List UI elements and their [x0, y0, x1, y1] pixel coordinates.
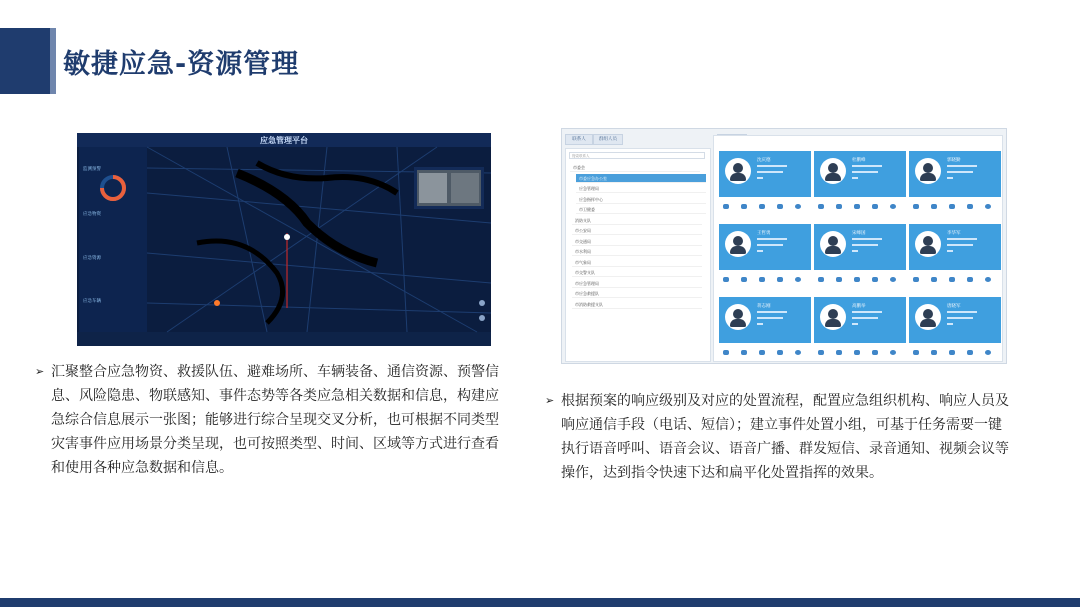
right-description [545, 389, 1031, 485]
avatar-icon [915, 231, 941, 257]
contacts-screenshot [561, 128, 1007, 364]
avatar-icon [725, 158, 751, 184]
contact-detail-line [852, 165, 882, 167]
message-icon[interactable] [723, 277, 729, 282]
phone-icon[interactable] [931, 204, 937, 209]
contact-detail-line [947, 244, 973, 246]
contact-card[interactable] [814, 151, 906, 217]
phone-icon[interactable] [931, 277, 937, 282]
phone-icon[interactable] [741, 277, 747, 282]
contact-detail-line [757, 323, 763, 325]
avatar-icon [725, 304, 751, 330]
contact-name: 宋峰国 [852, 231, 866, 236]
bullet-arrow-icon: ➢ [545, 394, 555, 407]
video-icon[interactable] [949, 204, 955, 209]
phone-icon[interactable] [836, 277, 842, 282]
tree-item[interactable]: 市委应急办公室 [576, 174, 706, 183]
video-icon[interactable] [759, 277, 765, 282]
contact-detail-line [852, 250, 858, 252]
panel-label-1: 应急物资 [83, 212, 101, 217]
tree-item[interactable]: 市水利局 [572, 247, 702, 256]
contact-detail-line [947, 238, 977, 240]
contact-detail-line [947, 250, 953, 252]
contact-name: 高鹏举 [852, 304, 866, 309]
card-header [909, 151, 1001, 197]
card-actions [814, 274, 906, 286]
contact-detail-line [947, 311, 977, 313]
message-icon[interactable] [913, 204, 919, 209]
message-icon[interactable] [818, 204, 824, 209]
more-icon[interactable] [890, 350, 896, 355]
left-line-0: 汇聚整合应急物资、救援队伍、避难场所、车辆装备、通信资源、预警信 [51, 364, 499, 380]
platform-screenshot [77, 133, 491, 346]
contact-detail-line [947, 165, 977, 167]
tab-contacts[interactable]: 联系人 [565, 134, 593, 145]
more-icon[interactable] [985, 204, 991, 209]
chat-icon[interactable] [872, 277, 878, 282]
card-header [909, 297, 1001, 343]
avatar-icon [820, 304, 846, 330]
contact-detail-line [757, 177, 763, 179]
contact-detail-line [757, 238, 787, 240]
contact-detail-line [757, 317, 783, 319]
card-header [909, 224, 1001, 270]
card-actions [909, 201, 1001, 213]
contact-detail-line [757, 311, 787, 313]
phone-icon[interactable] [741, 350, 747, 355]
title-accent [50, 28, 56, 94]
phone-icon[interactable] [931, 350, 937, 355]
contact-detail-line [852, 244, 878, 246]
bottom-bar [0, 598, 1080, 607]
more-icon[interactable] [890, 204, 896, 209]
org-tree [565, 148, 711, 362]
contact-name: 蒋志刚 [757, 304, 771, 309]
card-header [719, 151, 811, 197]
contact-detail-line [757, 244, 783, 246]
video-icon[interactable] [759, 204, 765, 209]
contact-name: 李华军 [947, 231, 961, 236]
contact-card[interactable] [909, 151, 1001, 217]
right-line-2: 执行语音呼叫、语音会议、语音广播、群发短信、录音通知、视频会议等 [561, 441, 1009, 457]
tree-item[interactable]: 市消防救援支队 [572, 300, 702, 309]
contact-name: 王哲勇 [757, 231, 771, 236]
panel-label-2: 应急资源 [83, 256, 101, 261]
panel-label-3: 应急车辆 [83, 299, 101, 304]
more-icon[interactable] [795, 277, 801, 282]
map-canvas [77, 133, 491, 346]
platform-title: 应急管理平台 [260, 136, 308, 145]
contact-detail-line [852, 171, 878, 173]
card-actions [719, 201, 811, 213]
tree-search-input[interactable]: 搜索联系人 [569, 152, 705, 159]
tree-item[interactable]: 市委会 [570, 163, 700, 172]
left-description [35, 360, 521, 480]
video-icon[interactable] [854, 204, 860, 209]
contact-card[interactable] [814, 297, 906, 363]
tab-group-members[interactable]: 群组人员 [593, 134, 623, 145]
chat-icon[interactable] [777, 277, 783, 282]
video-icon[interactable] [854, 277, 860, 282]
message-icon[interactable] [913, 350, 919, 355]
tree-item[interactable]: 应急指挥中心 [576, 195, 706, 204]
chat-icon[interactable] [872, 350, 878, 355]
right-line-1: 响应通信手段（电话、短信）；建立事件处置小组，可基于任务需要一键 [561, 417, 1002, 433]
card-header [814, 224, 906, 270]
left-line-4: 和使用各种应急数据和信息。 [51, 460, 233, 476]
tree-item[interactable]: 市应急管理局 [572, 279, 702, 288]
contact-detail-line [947, 177, 953, 179]
contact-detail-line [852, 177, 858, 179]
contact-card[interactable] [909, 224, 1001, 290]
panel-label-0: 监测预警 [83, 167, 101, 172]
contact-card[interactable] [719, 297, 811, 363]
avatar-icon [820, 231, 846, 257]
card-actions [719, 274, 811, 286]
card-header [814, 151, 906, 197]
contact-name: 沈庆德 [757, 158, 771, 163]
card-actions [909, 274, 1001, 286]
tree-item[interactable]: 应急管理局 [576, 184, 706, 193]
card-actions [909, 347, 1001, 359]
more-icon[interactable] [985, 350, 991, 355]
avatar-icon [820, 158, 846, 184]
contact-name: 郭晓勤 [947, 158, 961, 163]
tree-item[interactable]: 市交警支队 [572, 268, 702, 277]
left-line-1: 息、风险隐患、物联感知、事件态势等各类应急相关数据和信息，构建应 [51, 388, 499, 404]
more-icon[interactable] [795, 204, 801, 209]
tree-item[interactable]: 市应急救援队 [572, 289, 702, 298]
chat-icon[interactable] [872, 204, 878, 209]
contact-card[interactable] [909, 297, 1001, 363]
more-icon[interactable] [890, 277, 896, 282]
left-line-2: 急综合信息展示一张图；能够进行综合呈现交叉分析，也可根据不同类型 [51, 412, 499, 428]
chat-icon[interactable] [967, 204, 973, 209]
tree-item[interactable]: 市卫健委 [576, 205, 706, 214]
phone-icon[interactable] [836, 204, 842, 209]
contact-detail-line [852, 317, 878, 319]
page-title: 敏捷应急-资源管理 [63, 49, 300, 80]
left-line-3: 灾害事件应用场景分类呈现，也可按照类型、时间、区域等方式进行查看 [51, 436, 499, 452]
tree-item[interactable]: 市公安局 [572, 226, 702, 235]
tree-item[interactable]: 市气象局 [572, 258, 702, 267]
contact-detail-line [852, 311, 882, 313]
avatar-icon [915, 304, 941, 330]
contact-card[interactable] [814, 224, 906, 290]
bullet-arrow-icon: ➢ [35, 365, 45, 378]
more-icon[interactable] [795, 350, 801, 355]
card-actions [814, 201, 906, 213]
chat-icon[interactable] [967, 350, 973, 355]
message-icon[interactable] [913, 277, 919, 282]
title-bar-block [0, 28, 50, 94]
video-icon[interactable] [949, 277, 955, 282]
contact-card[interactable] [719, 151, 811, 217]
card-actions [719, 347, 811, 359]
video-icon[interactable] [854, 350, 860, 355]
message-icon[interactable] [818, 350, 824, 355]
tree-item[interactable]: 市交通局 [572, 237, 702, 246]
chat-icon[interactable] [967, 277, 973, 282]
chat-icon[interactable] [777, 204, 783, 209]
contact-detail-line [757, 171, 783, 173]
avatar-icon [915, 158, 941, 184]
contact-detail-line [852, 323, 858, 325]
right-line-3: 操作，达到指令快速下达和扁平化处置指挥的效果。 [561, 465, 883, 481]
phone-icon[interactable] [741, 204, 747, 209]
contact-detail-line [852, 238, 882, 240]
avatar-icon [725, 231, 751, 257]
card-header [814, 297, 906, 343]
card-header [719, 297, 811, 343]
video-icon[interactable] [759, 350, 765, 355]
video-icon[interactable] [949, 350, 955, 355]
tree-item[interactable]: 消防支队 [572, 216, 702, 225]
phone-icon[interactable] [836, 350, 842, 355]
right-line-0: 根据预案的响应级别及对应的处置流程，配置应急组织机构、响应人员及 [561, 393, 1009, 409]
contact-card[interactable] [719, 224, 811, 290]
contact-detail-line [757, 250, 763, 252]
message-icon[interactable] [723, 204, 729, 209]
contact-detail-line [757, 165, 787, 167]
contact-detail-line [947, 323, 953, 325]
chat-icon[interactable] [777, 350, 783, 355]
card-actions [814, 347, 906, 359]
contact-detail-line [947, 171, 973, 173]
contact-name: 杜鹏峰 [852, 158, 866, 163]
contact-cards-panel [713, 135, 1003, 362]
message-icon[interactable] [818, 277, 824, 282]
card-header [719, 224, 811, 270]
contact-detail-line [947, 317, 973, 319]
more-icon[interactable] [985, 277, 991, 282]
message-icon[interactable] [723, 350, 729, 355]
contact-name: 唐晓军 [947, 304, 961, 309]
